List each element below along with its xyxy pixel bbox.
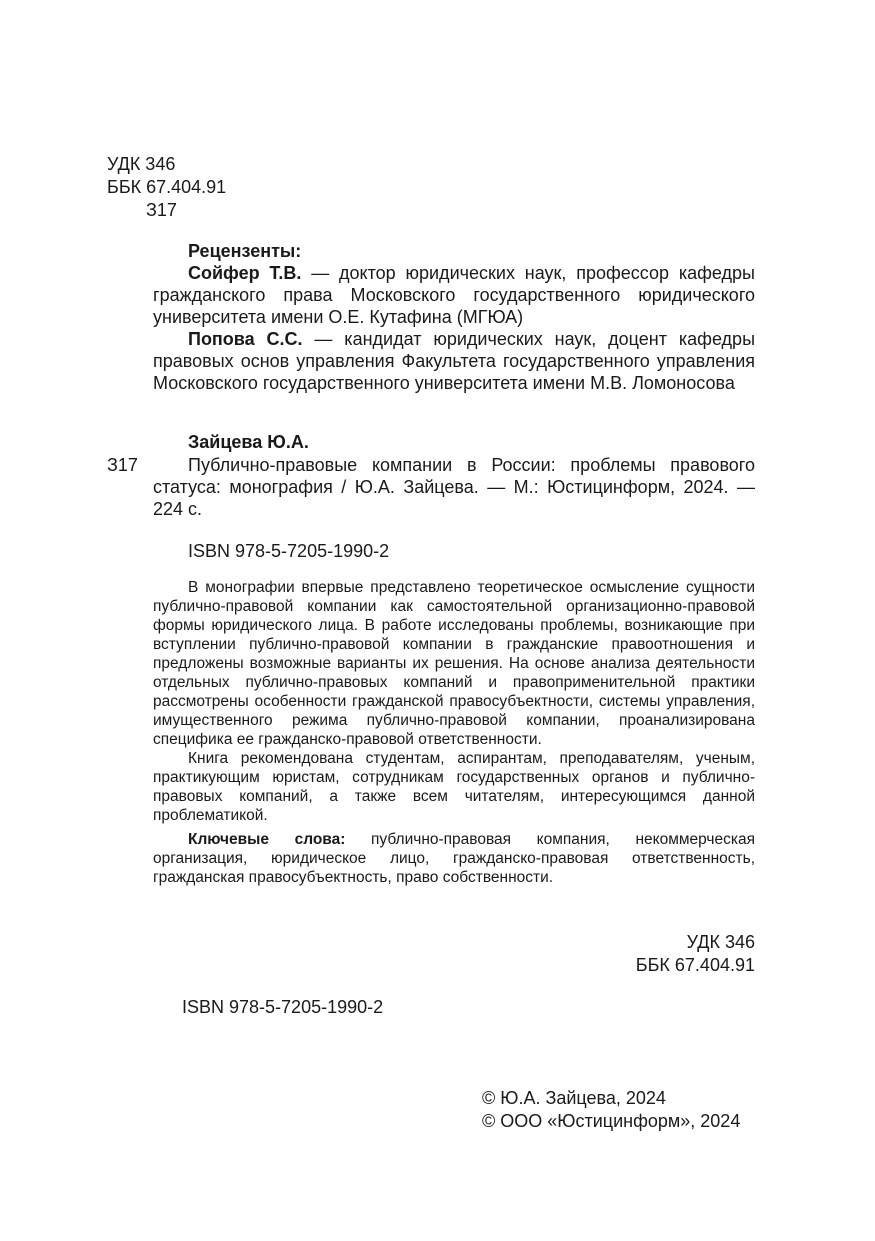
reviewers-title: Рецензенты: (188, 241, 302, 261)
footer-bbk-code: ББК 67.404.91 (635, 955, 755, 975)
catalog-mark: З17 (107, 455, 138, 475)
abstract-block (153, 578, 755, 887)
reviewers-block (153, 240, 755, 394)
reviewer-2-name: Попова С.С. (188, 329, 303, 349)
isbn-bottom: ISBN 978-5-7205-1990-2 (182, 997, 384, 1017)
reviewer-2 (153, 328, 755, 394)
keywords-paragraph (153, 830, 755, 887)
catalog-author: Зайцева Ю.А. (188, 432, 309, 452)
reviewer-1-name: Сойфер Т.В. (188, 263, 302, 283)
catalog-isbn: ISBN 978-5-7205-1990-2 (188, 541, 390, 561)
bbk-code: ББК 67.404.91 (107, 177, 227, 197)
copyright-author: © Ю.А. Зайцева, 2024 (482, 1088, 666, 1108)
reviewer-2-desc: — кандидат юридических наук, доцент кафедры правовых основ управления Факультета государственного управления Московского государственного университета имени М.В. Ломоносова (153, 329, 756, 393)
reviewer-1 (153, 262, 755, 328)
abstract-paragraph-2: Книга рекомендована студентам, аспирантам, преподавателям, ученым, практикующим юристам, сотрудникам государственных органов и публично-правовых компаний, а также всем читателям, интересующимся данной проблематикой. (153, 750, 755, 824)
abstract-paragraph-1: В монографии впервые представлено теоретическое осмысление сущности публично-правовой компании как самостоятельной организационно-правовой формы юридического лица. В работе исследованы проблемы, возникающие при вступлении публично-правовой компании в гражданские правоотношения и предложены возможные варианты их решения. На основе анализа деятельности отдельных публично-правовых компаний и правоприменительной практики рассмотрены особенности гражданской правосубъектности, системы управления, имущественного режима публично-правовой компании, проанализирована специфика ее гражданско-правовой ответственности. (153, 579, 755, 748)
keywords-label: Ключевые слова: (188, 831, 346, 848)
udk-code: УДК 346 (107, 154, 176, 174)
catalog-description: Публично-правовые компании в России: проблемы правового статуса: монография / Ю.А. Зайцева. — М.: Юстицинформ, 2024. — 224 с. (153, 455, 755, 519)
copyright-publisher: © ООО «Юстицинформ», 2024 (482, 1111, 741, 1131)
footer-udk-code: УДК 346 (686, 932, 755, 952)
reviewer-1-desc: — доктор юридических наук, профессор кафедры гражданского права Московского государственного юридического университета имени О.Е. Кутафина (МГЮА) (153, 263, 755, 327)
keywords-text: публично-правовая компания, некоммерческая организация, юридическое лицо, гражданско-правовая ответственность, гражданская правосубъектность, право собственности. (153, 831, 755, 886)
author-mark: З17 (146, 200, 177, 220)
